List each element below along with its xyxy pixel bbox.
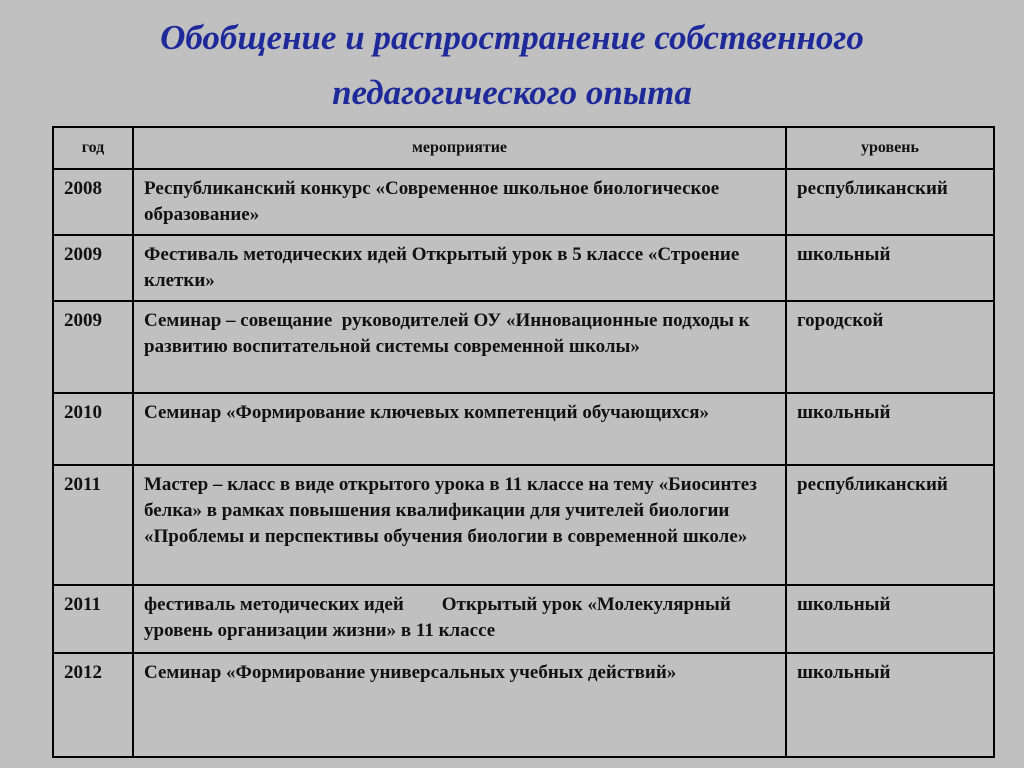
cell-event	[133, 585, 786, 653]
event-text: Семинар «Формирование ключевых компетенций обучающихся»	[144, 402, 709, 423]
cell-year: 2011	[53, 465, 133, 585]
cell-year: 2011	[53, 585, 133, 653]
slide-title-line-1: Обобщение и распространение собственного	[160, 18, 864, 57]
cell-level: школьный	[786, 585, 994, 653]
cell-year: 2009	[53, 301, 133, 393]
cell-event	[133, 465, 786, 585]
table-row	[53, 653, 994, 757]
cell-year: 2008	[53, 169, 133, 235]
table-header-row	[53, 127, 994, 169]
event-text: Республиканский конкурс «Современное школьное биологическое образование»	[144, 178, 724, 225]
table-row	[53, 393, 994, 465]
cell-event	[133, 393, 786, 465]
table-row	[53, 169, 994, 235]
cell-level: школьный	[786, 393, 994, 465]
slide-title	[0, 10, 1024, 120]
slide-title-line-2: педагогического опыта	[332, 73, 692, 112]
cell-level: городской	[786, 301, 994, 393]
cell-year: 2009	[53, 235, 133, 301]
cell-year: 2012	[53, 653, 133, 757]
table-row	[53, 301, 994, 393]
event-text: Семинар «Формирование универсальных учебных действий»	[144, 662, 677, 683]
cell-event	[133, 235, 786, 301]
cell-level: школьный	[786, 653, 994, 757]
table-row	[53, 585, 994, 653]
header-level: уровень	[786, 127, 994, 169]
cell-year: 2010	[53, 393, 133, 465]
event-text: Семинар – совещание руководителей ОУ «Инновационные подходы к развитию воспитательной системы современной школы»	[144, 310, 755, 357]
cell-event	[133, 301, 786, 393]
experience-table	[52, 126, 995, 758]
cell-event	[133, 169, 786, 235]
event-text: фестиваль методических идей Открытый урок «Молекулярный уровень организации жизни» в 11 классе	[144, 594, 736, 641]
event-text: Мастер – класс в виде открытого урока в 11 классе на тему «Биосинтез белка» в рамках повышения квалификации для учителей биологии «Проблемы и перспективы обучения биологии в современной школе»	[144, 474, 762, 547]
cell-level: школьный	[786, 235, 994, 301]
header-event: мероприятие	[133, 127, 786, 169]
event-text: Фестиваль методических идей Открытый урок в 5 классе «Строение клетки»	[144, 244, 745, 291]
table-row	[53, 235, 994, 301]
cell-level: республиканский	[786, 465, 994, 585]
cell-event	[133, 653, 786, 757]
cell-level: республиканский	[786, 169, 994, 235]
table-row	[53, 465, 994, 585]
header-year: год	[53, 127, 133, 169]
